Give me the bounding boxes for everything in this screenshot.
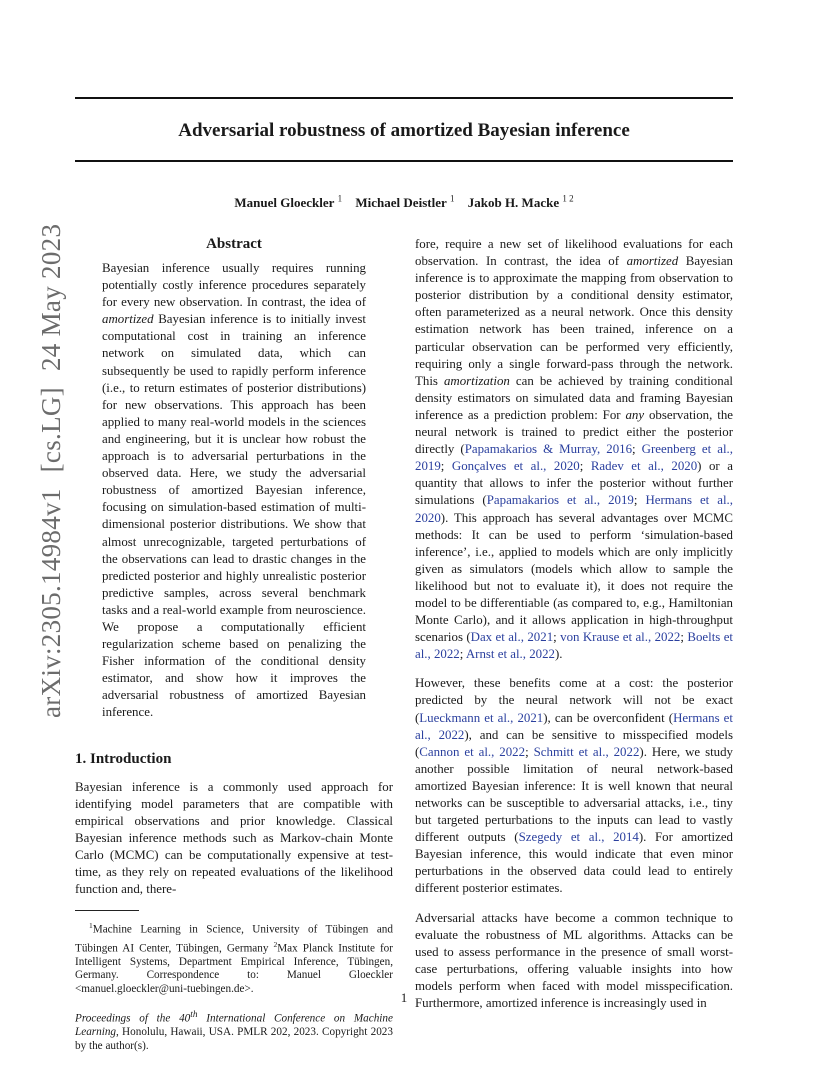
arxiv-identifier: arXiv:2305.14984v1[cs.LG]24 May 2023 [36,223,66,718]
section-heading: 1. Introduction [75,750,172,767]
citation-link[interactable]: Szegedy et al., 2014 [518,830,639,845]
footnote-rule [75,910,139,911]
citation-link[interactable]: Gonçalves et al., 2020 [451,459,580,474]
citation-link[interactable]: Schmitt et al., 2022 [533,744,640,759]
title-bottom-rule [75,160,733,162]
body-paragraph: Adversarial attacks have become a common technique to evaluate the robustness of ML algorithms. Attacks can be used to assess performance in the presence of small worst-case perturbations, offering valuable insights into how models perform when faced with model misspecification. Furthermore, amortized inference is increasingly used in [415,910,733,1011]
author-list [75,191,733,211]
citation-link[interactable]: Radev et al., 2020 [590,459,698,474]
affiliation-footnote: $^1$Machine Learning in Science, University of Tübingen and Tübingen AI Center, Tübingen, Germany $^2$Max Planck Institute for Intelligent Systems, Department Empirical Inference, Tübingen, Germany. Correspondence to: Manuel Gloeckler <manuel.gloeckler@uni-tuebingen.de>. [75,921,393,996]
page-number: 1 [400,990,408,1005]
author: Michael Deistler $^1$ [355,194,455,211]
intro-paragraph: Bayesian inference is a commonly used approach for identifying model parameters that are compatible with empirical observations and prior knowledge. Classical Bayesian inference methods such as Markov-chain Monte Carlo (MCMC) can be computationally expensive at test-time, as they rely on repeated evaluations of the likelihood function and, there- [75,779,393,897]
author: Manuel Gloeckler $^1$ [234,194,343,211]
citation-link[interactable]: Greenberg et al., 2019 [415,442,733,474]
proceedings-note: Proceedings of the 40th International Conference on Machine Learning, Honolulu, Hawaii, USA. PMLR 202, 2023. Copyright 2023 by the author(s). [75,1009,393,1052]
body-paragraph: fore, require a new set of likelihood evaluations for each observation. In contrast, the idea of amortized Bayesian inference is to approximate the mapping from observation to posterior distribution by a conditional density estimator, often parameterized as a neural network. Once this density estimation network has been trained, inference on a particular observation can be performed very efficiently, requiring only a single forward-pass through the network. This amortization can be achieved by training conditional density estimators on simulated data and framing Bayesian inference as a prediction problem: For any observation, the neural network is trained to predict either the posterior directly (Papamakarios & Murray, 2016; Greenberg et al., 2019; Gonçalves et al., 2020; Radev et al., 2020) or a quantity that allows to infer the posterior without further simulations (Papamakarios et al., 2019; Hermans et al., 2020). This approach has several advantages over MCMC methods: It can be used to perform ‘simulation-based inference’, i.e., applied to models which are only implicitly given as simulators (models which allow to sample the likelihood but not to evaluate it), it does not require the model to be differentiable (as compared to, e.g., Hamiltonian Monte Carlo), and it allows application in high-throughput scenarios (Dax et al., 2021; von Krause et al., 2022; Boelts et al., 2022; Arnst et al., 2022). [415,237,734,662]
citation-link[interactable]: von Krause et al., 2022 [560,630,681,645]
top-rule [75,97,733,99]
abstract-heading: Abstract [206,236,262,252]
abstract-text: Bayesian inference usually requires running potentially costly inference procedures separately for every new observation. In contrast, the idea of amortized Bayesian inference is to initially invest computational cost in training an inference network on simulated data, which can subsequently be used to rapidly perform inference (i.e., to return estimates of posterior distributions) for new observations. This approach has been applied to many real-world models in the sciences and engineering, but it is unclear how robust the approach is to adversarial perturbations in the observed data. Here, we study the adversarial robustness of amortized Bayesian inference, focusing on simulation-based estimation of multi-dimensional posterior distributions. We show that almost unrecognizable, targeted perturbations of the observations can lead to drastic changes in the predicted posterior and highly unrealistic posterior predictive samples, across several benchmark tasks and a real-world example from neuroscience. We propose a computationally efficient regularization scheme based on penalizing the Fisher information of the conditional density estimator, and show how it improves the adversarial robustness of amortized Bayesian inference. [102,261,366,720]
body-paragraph: However, these benefits come at a cost: the posterior predicted by the neural network will not be exact (Lueckmann et al., 2021), can be overconfident (Hermans et al., 2022), and can be sensitive to misspecified models (Cannon et al., 2022; Schmitt et al., 2022). Here, we study another possible limitation of neural network-based amortized Bayesian inference: It is well known that neural networks can be susceptible to adversarial attacks, i.e., tiny but targeted perturbations to the inputs can lead to vastly different outputs (Szegedy et al., 2014). For amortized Bayesian inference, this would indicate that even minor perturbations in the observed data could lead to entirely different posterior estimates. [415,676,734,896]
left-column [75,236,393,1053]
citation-link[interactable]: Hermans et al., 2022 [415,710,733,742]
citation-link[interactable]: Lueckmann et al., 2021 [419,710,544,725]
author: Jakob H. Macke $^{1 2}$ [467,194,574,211]
citation-link[interactable]: Hermans et al., 2020 [415,493,734,525]
citation-link[interactable]: Dax et al., 2021 [470,630,554,645]
citation-link[interactable]: Papamakarios & Murray, 2016 [464,442,633,457]
citation-link[interactable]: Arnst et al., 2022 [465,647,556,662]
citation-link[interactable]: Papamakarios et al., 2019 [486,493,634,508]
paper-title: Adversarial robustness of amortized Bayesian inference [178,120,630,141]
citation-link[interactable]: Boelts et al., 2022 [415,630,733,662]
citation-link[interactable]: Cannon et al., 2022 [419,744,526,759]
right-column [415,236,733,1024]
